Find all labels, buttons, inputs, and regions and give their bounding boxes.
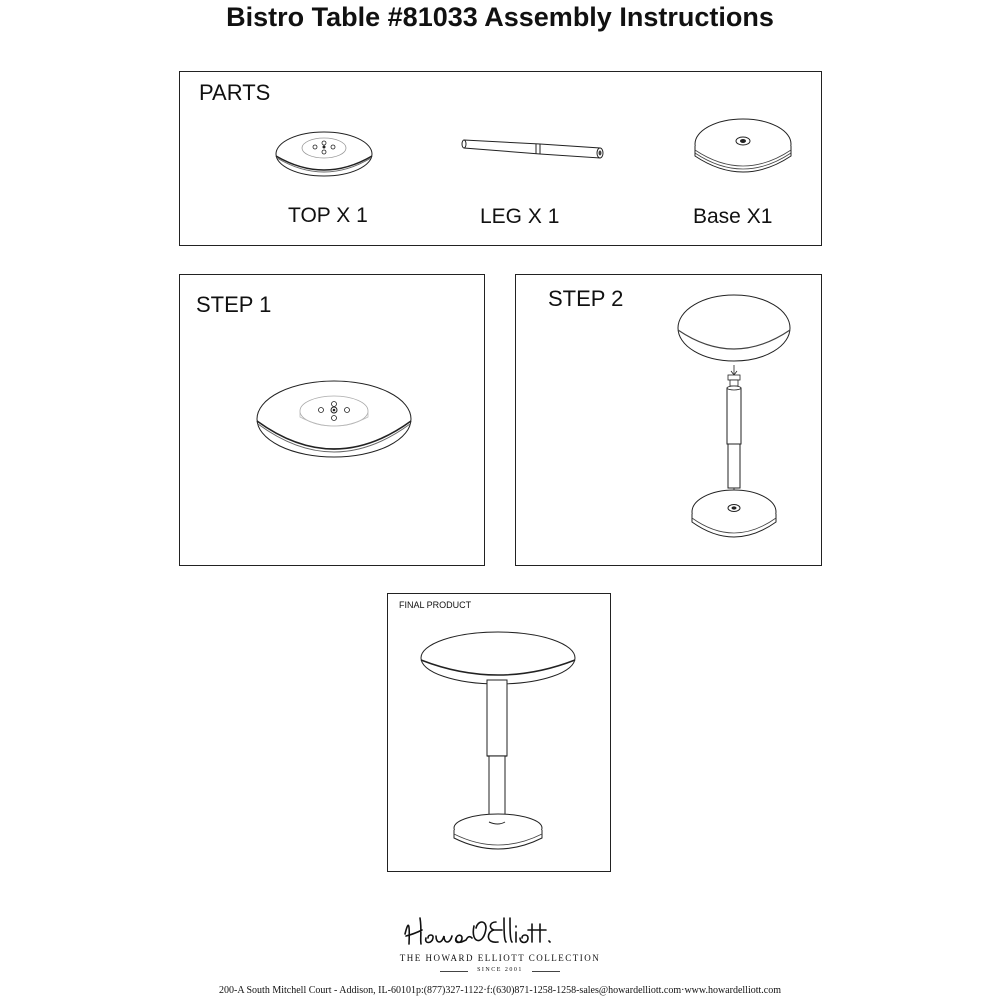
company-address: 200-A South Mitchell Court - Addison, IL-60101p:(877)327-1122·f:(630)871-1258-1258-sales@howardelliott.com·www.howardelliott.com <box>219 985 781 996</box>
page-title: Bistro Table #81033 Assembly Instructions <box>226 2 774 32</box>
final-product-heading: FINAL PRODUCT <box>399 600 472 610</box>
base-part-illustration <box>688 110 798 190</box>
since-rule-right <box>532 971 560 972</box>
parts-heading: PARTS <box>199 80 271 105</box>
final-product-illustration <box>410 628 590 863</box>
step1-table-top-illustration <box>250 375 420 475</box>
leg-part-illustration <box>460 134 605 164</box>
part-label-leg: LEG X 1 <box>480 205 560 228</box>
logo-subtitle: THE HOWARD ELLIOTT COLLECTION <box>399 953 601 963</box>
step2-heading: STEP 2 <box>548 286 624 311</box>
step1-heading: STEP 1 <box>196 292 272 317</box>
howard-elliott-signature-logo <box>400 908 600 954</box>
part-label-top: TOP X 1 <box>288 204 368 227</box>
table-top-part-illustration <box>270 118 380 188</box>
step2-assembly-illustration <box>670 290 800 550</box>
part-label-base: Base X1 <box>693 205 773 228</box>
logo-since: SINCE 2001 <box>477 967 523 973</box>
